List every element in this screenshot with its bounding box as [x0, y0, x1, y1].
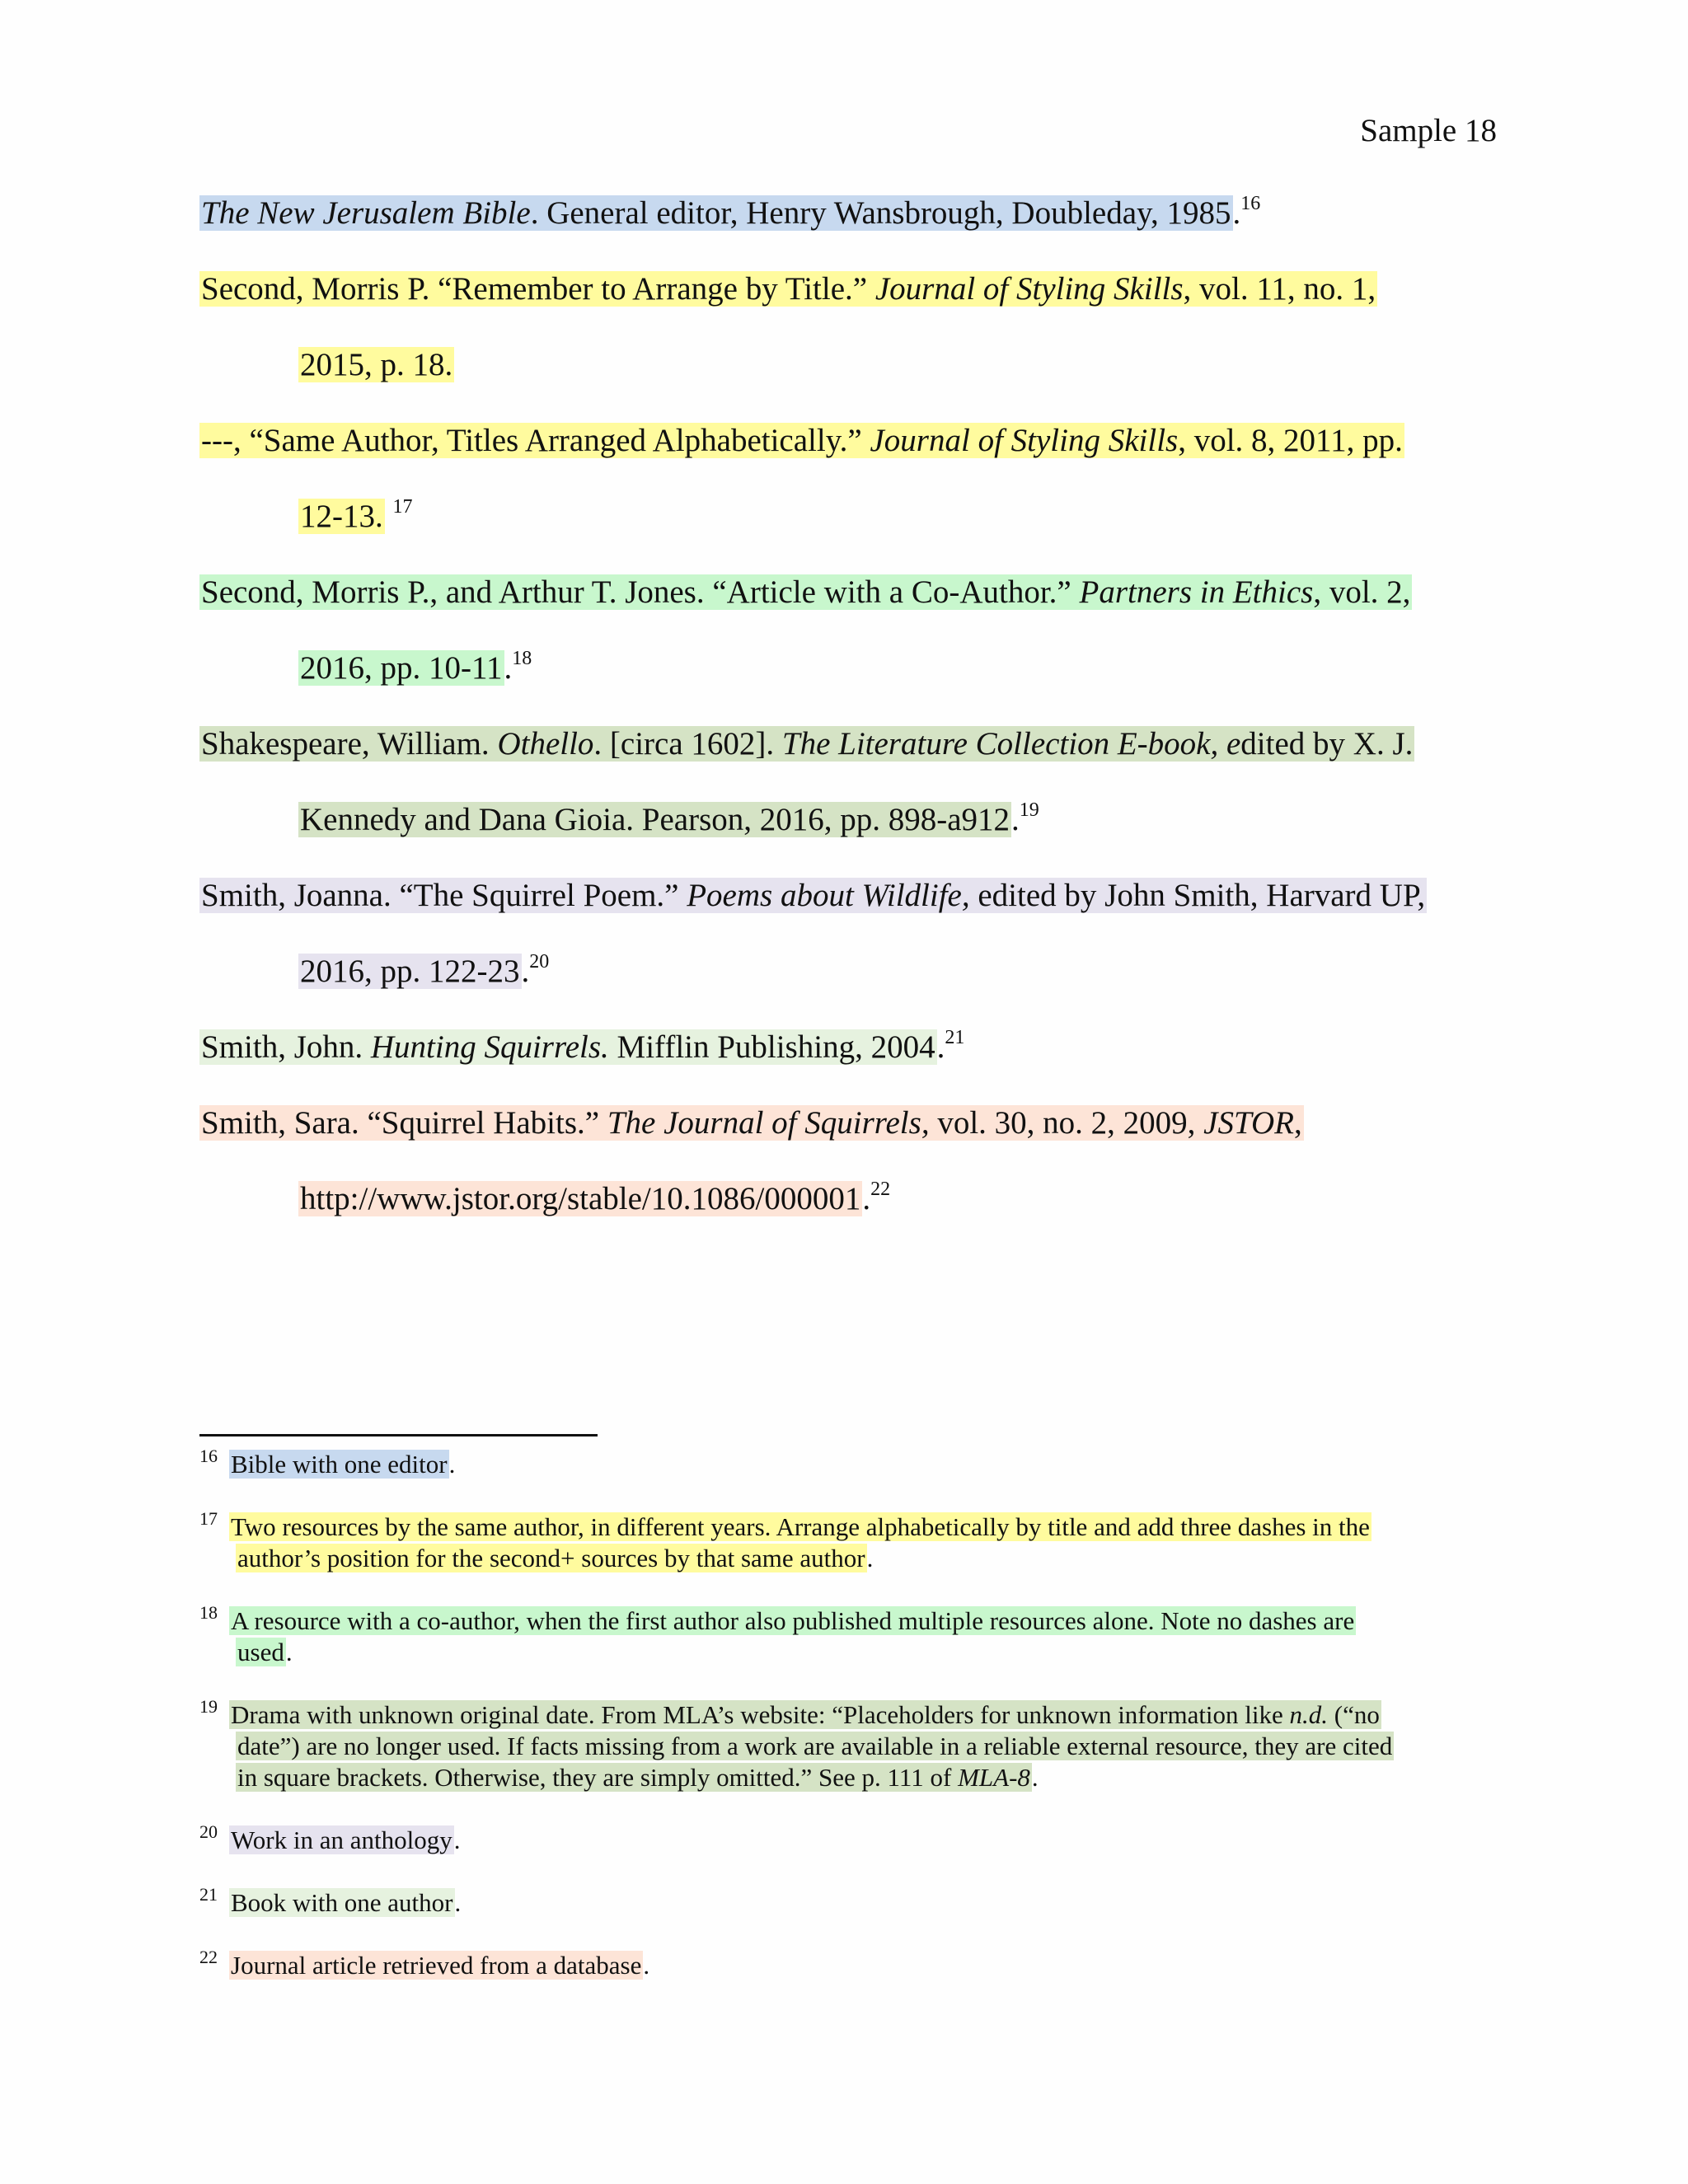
footnote-body — [229, 1950, 649, 1981]
highlight: Book with one author — [231, 1888, 453, 1917]
entry-line-continued — [298, 498, 413, 540]
entry-text: dited by X. J. — [1240, 726, 1414, 762]
title-italic: The Journal of Squirrels, — [607, 1105, 930, 1141]
entry-punct: . — [1011, 802, 1020, 837]
footnote-number: 21 — [199, 1884, 218, 1905]
footnote-punct: . — [453, 1825, 461, 1854]
footnote-ref[interactable]: 19 — [1019, 799, 1039, 821]
entry-line-continued — [298, 953, 549, 995]
footnote-punct: . — [1031, 1763, 1039, 1792]
entry-text: Second, Morris P., and Arthur T. Jones. “Article with a Co-Author.” — [201, 574, 1080, 610]
title-italic: Journal of Styling Skills — [870, 423, 1179, 458]
highlight — [199, 271, 1377, 307]
highlight — [229, 1700, 1381, 1729]
footnote-line — [229, 1449, 455, 1480]
highlight: Journal article retrieved from a database — [231, 1951, 642, 1980]
entry-line-continued — [298, 801, 1039, 843]
entry-punct: . — [1232, 195, 1241, 231]
title-italic: Poems about Wildlife, — [687, 878, 970, 913]
highlight: Bible with one editor — [231, 1450, 448, 1479]
footnote-line — [229, 1825, 460, 1856]
highlight: Two resources by the same author, in different years. Arrange alphabetically by title and add three dashes in the — [231, 1512, 1370, 1541]
footnote-body — [229, 1449, 455, 1480]
footnote-line — [229, 1887, 461, 1919]
entry-line-continued — [298, 1180, 890, 1222]
highlight — [199, 878, 1427, 913]
entry-line-continued — [298, 346, 454, 384]
footnote-text: Drama with unknown original date. From MLA’s website: “Placeholders for unknown information like — [231, 1700, 1290, 1729]
entry-line — [199, 877, 1427, 915]
footnote-ref[interactable]: 20 — [529, 951, 550, 972]
footnote-body — [229, 1605, 1356, 1668]
footnote-line — [229, 1511, 1372, 1543]
footnote-punct: . — [643, 1951, 650, 1980]
footnote-line — [229, 1605, 1356, 1637]
highlight: used — [237, 1638, 284, 1666]
footnote-number: 20 — [199, 1821, 218, 1842]
footnote-separator — [199, 1434, 598, 1436]
footnote-line — [229, 1637, 1356, 1668]
highlight — [236, 1763, 1032, 1792]
entry-text: , — [1293, 1105, 1302, 1141]
footnote-italic: n.d. — [1289, 1700, 1329, 1729]
title-italic: The Literature Collection E-book, e — [781, 726, 1241, 762]
entry-text: Smith, Joanna. “The Squirrel Poem.” — [201, 878, 687, 913]
entry-text: Mifflin Publishing, 2004 — [608, 1029, 935, 1065]
entry-punct: . — [862, 1181, 871, 1216]
highlight: author’s position for the second+ sources by that same author — [237, 1544, 865, 1572]
title-italic: Hunting Squirrels. — [370, 1029, 609, 1065]
entry-text: Shakespeare, William. — [201, 726, 498, 762]
footnote-body — [229, 1887, 461, 1919]
entry-text: . General editor, Henry Wansbrough, Doubleday, 1985 — [530, 195, 1231, 231]
footnote-ref[interactable]: 18 — [512, 648, 532, 669]
footnote-punct: . — [454, 1888, 462, 1917]
title-italic: Partners in Ethics — [1079, 574, 1314, 610]
entry-line — [199, 270, 1377, 308]
title-italic: Journal of Styling Skills — [874, 271, 1184, 307]
title-italic: JSTOR — [1203, 1105, 1294, 1141]
entry-text: . [circa 1602]. — [593, 726, 782, 762]
highlight: 12-13. — [300, 499, 383, 534]
entry-punct: . — [504, 650, 513, 686]
footnote-number: 18 — [199, 1602, 218, 1623]
entry-line — [199, 422, 1404, 460]
entry-line — [199, 1029, 964, 1071]
footnote-text: (“no — [1328, 1700, 1380, 1729]
highlight — [199, 195, 1233, 231]
title-italic: The New Jerusalem Bible — [201, 195, 531, 231]
footnote-line — [229, 1731, 1394, 1762]
footnote-body — [229, 1511, 1372, 1574]
highlight — [199, 1029, 937, 1065]
entry-text: Smith, Sara. “Squirrel Habits.” — [201, 1105, 607, 1141]
footnote-body — [229, 1699, 1394, 1793]
highlight — [199, 1105, 1304, 1141]
title-italic: Othello — [497, 726, 594, 762]
highlight — [199, 726, 1414, 762]
footnote-number: 17 — [199, 1508, 218, 1529]
footnote-line — [229, 1950, 649, 1981]
highlight: 2015, p. 18. — [300, 347, 453, 382]
highlight: date”) are no longer used. If facts missing from a work are available in a reliable external resource, they are cited — [237, 1732, 1393, 1760]
footnote-punct: . — [866, 1544, 874, 1572]
footnote-italic: MLA-8 — [958, 1763, 1030, 1792]
highlight: 2016, pp. 10-11 — [300, 650, 503, 686]
entry-text: edited by John Smith, Harvard UP, — [969, 878, 1426, 913]
footnote-line — [229, 1543, 1372, 1574]
footnote-number: 22 — [199, 1947, 218, 1967]
footnote-number: 16 — [199, 1446, 218, 1466]
footnote-line — [229, 1762, 1394, 1793]
entry-line — [199, 194, 1260, 237]
footnote-line — [229, 1699, 1394, 1731]
highlight — [199, 423, 1404, 458]
footnote-number: 19 — [199, 1696, 218, 1717]
running-head: Sample 18 — [1360, 113, 1497, 148]
footnote-ref[interactable]: 21 — [945, 1027, 965, 1048]
entry-text: , vol. 8, 2011, pp. — [1178, 423, 1403, 458]
highlight: A resource with a co-author, when the first author also published multiple resources alone. Note no dashes are — [231, 1606, 1355, 1635]
footnote-ref[interactable]: 17 — [392, 496, 413, 518]
footnote-punct: . — [285, 1638, 293, 1666]
entry-line — [199, 1104, 1304, 1142]
entry-text: Smith, John. — [201, 1029, 371, 1065]
highlight: Kennedy and Dana Gioia. Pearson, 2016, pp. 898-a912 — [300, 802, 1010, 837]
footnote-punct: . — [448, 1450, 456, 1479]
footnote-body — [229, 1825, 460, 1856]
entry-line — [199, 725, 1414, 763]
footnote-ref[interactable]: 22 — [870, 1179, 891, 1200]
entry-text: vol. 30, no. 2, 2009, — [929, 1105, 1204, 1141]
entry-text: , vol. 11, no. 1, — [1183, 271, 1376, 307]
entry-line — [199, 574, 1412, 612]
entry-punct: . — [521, 954, 530, 989]
entry-text: Second, Morris P. “Remember to Arrange by Title.” — [201, 271, 875, 307]
entry-punct: . — [936, 1029, 945, 1065]
url-link[interactable]: http://www.jstor.org/stable/10.1086/000001 — [300, 1181, 861, 1216]
entry-text: ---, “Same Author, Titles Arranged Alphabetically.” — [201, 423, 870, 458]
highlight: 2016, pp. 122-23 — [300, 954, 520, 989]
highlight: Work in an anthology — [231, 1825, 452, 1854]
footnote-ref[interactable]: 16 — [1240, 193, 1261, 214]
highlight — [199, 574, 1412, 610]
footnote-text: in square brackets. Otherwise, they are simply omitted.” See p. 111 of — [237, 1763, 959, 1792]
entry-line-continued — [298, 649, 532, 691]
entry-text: , vol. 2, — [1313, 574, 1411, 610]
